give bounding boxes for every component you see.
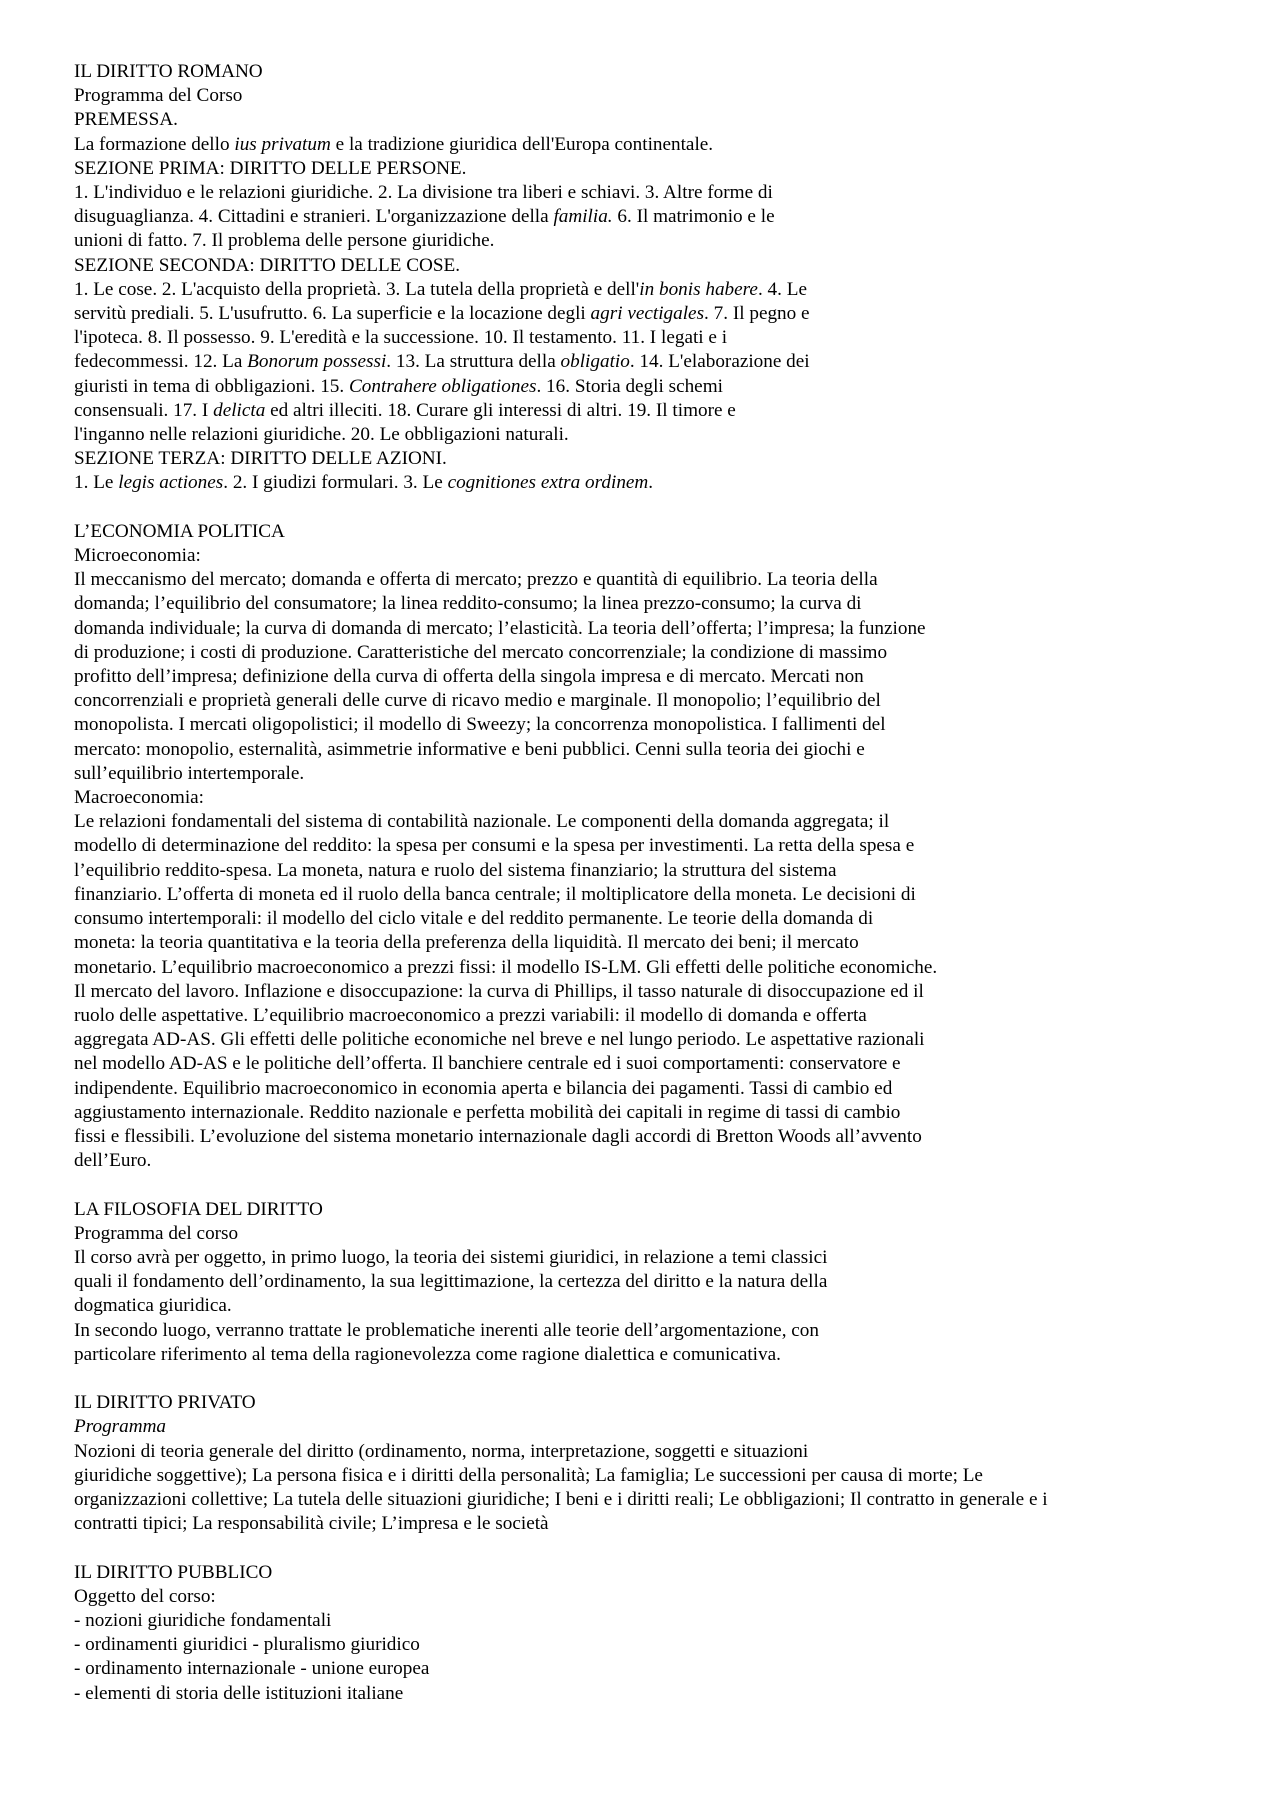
text-line [74, 1101, 1224, 1125]
text-line [74, 375, 1224, 399]
text-run: dogmatica giuridica. [74, 1295, 232, 1317]
italic-text: Bonorum possessi [247, 351, 387, 373]
text-line [74, 907, 1224, 931]
text-run: mercato: monopolio, esternalità, asimmetrie informative e beni pubblici. Cenni sulla teoria dei giochi e [74, 738, 865, 760]
text-run: . [648, 472, 654, 494]
text-run: dell’Euro. [74, 1150, 152, 1172]
text-run: . 7. Il pegno e [704, 303, 810, 325]
text-run: . 13. La struttura della [386, 351, 561, 373]
text-line [74, 1488, 1224, 1512]
text-line [74, 205, 1224, 229]
text-run: consumo intertemporali: il modello del ciclo vitale e del reddito permanente. Le teorie della domanda di [74, 908, 874, 930]
section-heading [74, 1561, 1224, 1585]
text-run: Il meccanismo del mercato; domanda e offerta di mercato; prezzo e quantità di equilibrio. La teoria della [74, 569, 878, 591]
text-line [74, 592, 1224, 616]
text-line [74, 859, 1224, 883]
text-run: contratti tipici; La responsabilità civile; L’impresa e le società [74, 1513, 549, 1535]
text-run: aggiustamento internazionale. Reddito nazionale e perfetta mobilità dei capitali in regime di tassi di cambio [74, 1101, 901, 1123]
text-run: IL DIRITTO PRIVATO [74, 1392, 256, 1414]
text-run: Macroeconomia: [74, 787, 204, 809]
text-run: . 14. L'elaborazione dei [629, 351, 810, 373]
text-line [74, 980, 1224, 1004]
text-run: L’ECONOMIA POLITICA [74, 520, 285, 542]
text-line [74, 1343, 1224, 1367]
text-line [74, 1682, 1224, 1706]
text-run: aggregata AD-AS. Gli effetti delle politiche economiche nel breve e nel lungo periodo. Le aspettative razionali [74, 1029, 925, 1051]
text-run: Il corso avrà per oggetto, in primo luogo, la teoria dei sistemi giuridici, in relazione a temi classici [74, 1246, 828, 1268]
text-run: quali il fondamento dell’ordinamento, la sua legittimazione, la certezza del diritto e la natura della [74, 1271, 828, 1293]
italic-text: obligatio [560, 351, 630, 373]
text-run: modello di determinazione del reddito: la spesa per consumi e la spesa per investimenti. La retta della spesa e [74, 835, 915, 857]
section-spacer [74, 1173, 1224, 1197]
text-line [74, 1246, 1224, 1270]
text-run: sull’equilibrio intertemporale. [74, 762, 305, 784]
text-run: PREMESSA. [74, 109, 178, 131]
text-line [74, 278, 1224, 302]
document-page [74, 60, 1224, 1706]
text-line [74, 665, 1224, 689]
text-run: 1. Le cose. 2. L'acquisto della proprietà. 3. La tutela della proprietà e dell' [74, 278, 640, 300]
text-line [74, 133, 1224, 157]
text-line [74, 1149, 1224, 1173]
text-run: unioni di fatto. 7. Il problema delle persone giuridiche. [74, 230, 495, 252]
text-line [74, 1633, 1224, 1657]
section-heading [74, 1391, 1224, 1415]
text-run: l'ipoteca. 8. Il possesso. 9. L'eredità e la successione. 10. Il testamento. 11. I legati e i [74, 327, 728, 349]
text-run: monopolista. I mercati oligopolistici; il modello di Sweezy; la concorrenza monopolistica. I fallimenti del [74, 714, 886, 736]
text-line [74, 157, 1224, 181]
text-line [74, 883, 1224, 907]
text-run: monetario. L’equilibrio macroeconomico a prezzi fissi: il modello IS-LM. Gli effetti delle politiche economiche. [74, 956, 938, 978]
text-run: La formazione dello [74, 133, 235, 155]
text-run: particolare riferimento al tema della ragionevolezza come ragione dialettica e comunicativa. [74, 1343, 781, 1365]
text-run: In secondo luogo, verranno trattate le problematiche inerenti alle teorie dell’argomentazione, con [74, 1319, 819, 1341]
text-line [74, 229, 1224, 253]
text-run: . 2. I giudizi formulari. 3. Le [223, 472, 448, 494]
text-line [74, 1077, 1224, 1101]
section-diritto-romano [74, 60, 1224, 496]
text-line [74, 568, 1224, 592]
text-line [74, 1270, 1224, 1294]
text-line [74, 399, 1224, 423]
text-run: l’equilibrio reddito-spesa. La moneta, natura e ruolo del sistema finanziario; la struttura del sistema [74, 859, 837, 881]
text-run: Oggetto del corso: [74, 1585, 216, 1607]
text-line [74, 1585, 1224, 1609]
text-run: fissi e flessibili. L’evoluzione del sistema monetario internazionale dagli accordi di Bretton Woods all’avvento [74, 1125, 922, 1147]
text-run: profitto dell’impresa; definizione della curva di offerta della singola impresa e di mercato. Mercati non [74, 666, 864, 688]
text-line [74, 1052, 1224, 1076]
text-line [74, 1440, 1224, 1464]
text-line [74, 326, 1224, 350]
text-run: di produzione; i costi di produzione. Caratteristiche del mercato concorrenziale; la condizione di massimo [74, 641, 888, 663]
italic-text: legis actiones [118, 472, 224, 494]
section-diritto-privato [74, 1391, 1224, 1536]
text-run: 1. L'individuo e le relazioni giuridiche. 2. La divisione tra liberi e schiavi. 3. Altre forme di [74, 182, 773, 204]
text-run: - ordinamento internazionale - unione europea [74, 1658, 430, 1680]
italic-text: in bonis habere [639, 278, 758, 300]
text-line [74, 689, 1224, 713]
text-run: giuristi in tema di obbligazioni. 15. [74, 375, 349, 397]
text-run: ed altri illeciti. 18. Curare gli interessi di altri. 19. Il timore e [265, 399, 736, 421]
text-run: Programma del corso [74, 1222, 239, 1244]
italic-text: Contrahere obligationes [349, 375, 537, 397]
text-line [74, 641, 1224, 665]
text-line [74, 617, 1224, 641]
text-run: organizzazioni collettive; La tutela delle situazioni giuridiche; I beni e i diritti reali; Le obbligazioni; Il contratto in generale e i [74, 1488, 1048, 1510]
text-run: disuguaglianza. 4. Cittadini e stranieri. L'organizzazione della [74, 206, 554, 228]
text-run: l'inganno nelle relazioni giuridiche. 20. Le obbligazioni naturali. [74, 424, 569, 446]
text-run: concorrenziali e proprietà generali delle curve di ricavo medio e marginale. Il monopolio; l’equilibrio del [74, 690, 881, 712]
italic-text: delicta [213, 399, 266, 421]
text-run: fedecommessi. 12. La [74, 351, 248, 373]
text-line [74, 738, 1224, 762]
text-run: IL DIRITTO PUBBLICO [74, 1561, 273, 1583]
text-line [74, 713, 1224, 737]
text-line [74, 1004, 1224, 1028]
italic-text: ius privatum [234, 133, 331, 155]
text-line [74, 1222, 1224, 1246]
section-spacer [74, 1536, 1224, 1560]
text-run: Microeconomia: [74, 545, 201, 567]
text-run: - elementi di storia delle istituzioni italiane [74, 1682, 404, 1704]
italic-text: Programma [74, 1416, 167, 1438]
section-heading [74, 1198, 1224, 1222]
text-run: - nozioni giuridiche fondamentali [74, 1609, 332, 1631]
text-line [74, 1415, 1224, 1439]
text-run: Nozioni di teoria generale del diritto (ordinamento, norma, interpretazione, soggetti e situazioni [74, 1440, 809, 1462]
text-run: LA FILOSOFIA DEL DIRITTO [74, 1198, 323, 1220]
section-filosofia-diritto [74, 1198, 1224, 1367]
text-line [74, 302, 1224, 326]
italic-text: cognitiones extra ordinem [447, 472, 649, 494]
text-line [74, 447, 1224, 471]
text-line [74, 254, 1224, 278]
text-line [74, 956, 1224, 980]
text-run: domanda individuale; la curva di domanda di mercato; l’elasticità. La teoria dell’offerta; l’impresa; la funzione [74, 617, 926, 639]
text-run: giuridiche soggettive); La persona fisica e i diritti della personalità; La famiglia; Le successioni per causa di morte; Le [74, 1464, 983, 1486]
text-line [74, 1609, 1224, 1633]
text-line [74, 786, 1224, 810]
text-run: IL DIRITTO ROMANO [74, 61, 263, 82]
section-spacer [74, 496, 1224, 520]
text-run: indipendente. Equilibrio macroeconomico in economia aperta e bilancia dei pagamenti. Tassi di cambio ed [74, 1077, 893, 1099]
section-economia-politica [74, 520, 1224, 1173]
text-run: 6. Il matrimonio e le [612, 206, 775, 228]
text-run: domanda; l’equilibrio del consumatore; la linea reddito-consumo; la linea prezzo-consumo; la curva di [74, 593, 862, 615]
text-line [74, 423, 1224, 447]
text-run: Il mercato del lavoro. Inflazione e disoccupazione: la curva di Phillips, il tasso naturale di disoccupazione ed il [74, 980, 924, 1002]
italic-text: familia. [553, 206, 613, 228]
text-run: . 4. Le [757, 278, 807, 300]
text-run: consensuali. 17. I [74, 399, 214, 421]
text-run: Programma del Corso [74, 85, 243, 107]
section-spacer [74, 1367, 1224, 1391]
text-run: SEZIONE SECONDA: DIRITTO DELLE COSE. [74, 254, 461, 276]
section-heading [74, 520, 1224, 544]
text-line [74, 1294, 1224, 1318]
text-line [74, 1657, 1224, 1681]
text-line [74, 1125, 1224, 1149]
section-diritto-pubblico [74, 1561, 1224, 1706]
text-line [74, 108, 1224, 132]
text-line [74, 931, 1224, 955]
text-line [74, 1512, 1224, 1536]
text-line [74, 471, 1224, 495]
text-run: - ordinamenti giuridici - pluralismo giuridico [74, 1634, 420, 1656]
text-line [74, 762, 1224, 786]
text-run: 1. Le [74, 472, 119, 494]
text-run: . 16. Storia degli schemi [536, 375, 723, 397]
text-run: servitù prediali. 5. L'usufrutto. 6. La superficie e la locazione degli [74, 303, 591, 325]
text-run: SEZIONE PRIMA: DIRITTO DELLE PERSONE. [74, 157, 467, 179]
text-run: nel modello AD-AS e le politiche dell’offerta. Il banchiere centrale ed i suoi comportamenti: conservatore e [74, 1053, 901, 1075]
text-run: SEZIONE TERZA: DIRITTO DELLE AZIONI. [74, 448, 447, 470]
text-line [74, 350, 1224, 374]
text-run: Le relazioni fondamentali del sistema di contabilità nazionale. Le componenti della domanda aggregata; il [74, 811, 890, 833]
text-run: ruolo delle aspettative. L’equilibrio macroeconomico a prezzi variabili: il modello di domanda e offerta [74, 1004, 867, 1026]
text-line [74, 1319, 1224, 1343]
text-line [74, 810, 1224, 834]
text-run: moneta: la teoria quantitativa e la teoria della preferenza della liquidità. Il mercato dei beni; il mercato [74, 932, 859, 954]
text-line [74, 84, 1224, 108]
text-line [74, 1464, 1224, 1488]
italic-text: agri vectigales [590, 303, 705, 325]
text-line [74, 181, 1224, 205]
section-heading [74, 60, 1224, 84]
text-line [74, 544, 1224, 568]
text-line [74, 834, 1224, 858]
text-run: e la tradizione giuridica dell'Europa continentale. [330, 133, 714, 155]
text-line [74, 1028, 1224, 1052]
text-run: finanziario. L’offerta di moneta ed il ruolo della banca centrale; il moltiplicatore della moneta. Le decisioni di [74, 883, 916, 905]
